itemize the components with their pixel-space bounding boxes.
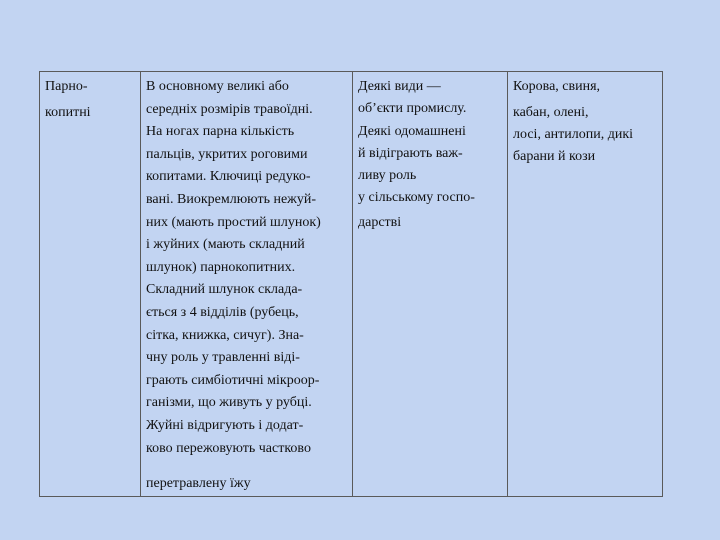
text-line: ково пережовують частково xyxy=(146,440,311,456)
text-line: Деякі види — xyxy=(358,79,441,94)
text-line: об’єкти промислу. xyxy=(358,101,467,117)
text-line: лосі, антилопи, дикі xyxy=(513,127,634,142)
text-line: Парно- xyxy=(45,79,88,94)
text-line: Жуйні відригують і додат- xyxy=(146,417,304,433)
text-line: Деякі одомашнені xyxy=(358,123,466,139)
text-line: На ногах парна кількість xyxy=(146,124,295,140)
text-line: й відіграють важ- xyxy=(358,145,463,161)
text-line: Корова, свиня, xyxy=(513,79,601,94)
text-line: у сільському госпо- xyxy=(358,190,475,206)
text-line: Складний шлунок склада- xyxy=(146,282,303,298)
order-name-cell xyxy=(40,72,141,497)
text-line: ливу роль xyxy=(358,168,417,184)
description-cell xyxy=(141,72,353,497)
text-line: копитами. Ключиці редуко- xyxy=(146,169,311,185)
text-line: вані. Виокремлюють нежуй- xyxy=(146,191,316,207)
table-row xyxy=(40,72,663,497)
text-line: грають симбіотичні мікроор- xyxy=(146,372,320,388)
text-line: і жуйних (мають складний xyxy=(146,237,305,253)
text-line: середніх розмірів травоїдні. xyxy=(146,101,313,117)
description-lines xyxy=(141,72,352,496)
text-line: чну роль у травленні віді- xyxy=(146,350,300,366)
examples-lines xyxy=(508,72,662,168)
text-line: В основному великі або xyxy=(146,79,289,94)
order-name-lines xyxy=(40,72,140,124)
text-line: копитні xyxy=(45,104,91,120)
text-line: ється з 4 відділів (рубець, xyxy=(146,304,299,320)
significance-lines xyxy=(353,72,507,234)
text-line: перетравлену їжу xyxy=(146,476,251,492)
text-line: кабан, олені, xyxy=(513,105,589,120)
text-line: барани й кози xyxy=(513,149,596,164)
examples-cell xyxy=(508,72,663,497)
text-line: дарстві xyxy=(358,214,402,230)
animal-table xyxy=(39,71,663,497)
significance-cell xyxy=(353,72,508,497)
text-line: пальців, укритих роговими xyxy=(146,146,308,162)
text-line: ганізми, що живуть у рубці. xyxy=(146,395,312,411)
text-line: шлунок) парнокопитних. xyxy=(146,259,296,275)
text-line: сітка, книжка, сичуг). Зна- xyxy=(146,327,304,343)
text-line: них (мають простий шлунок) xyxy=(146,214,321,230)
